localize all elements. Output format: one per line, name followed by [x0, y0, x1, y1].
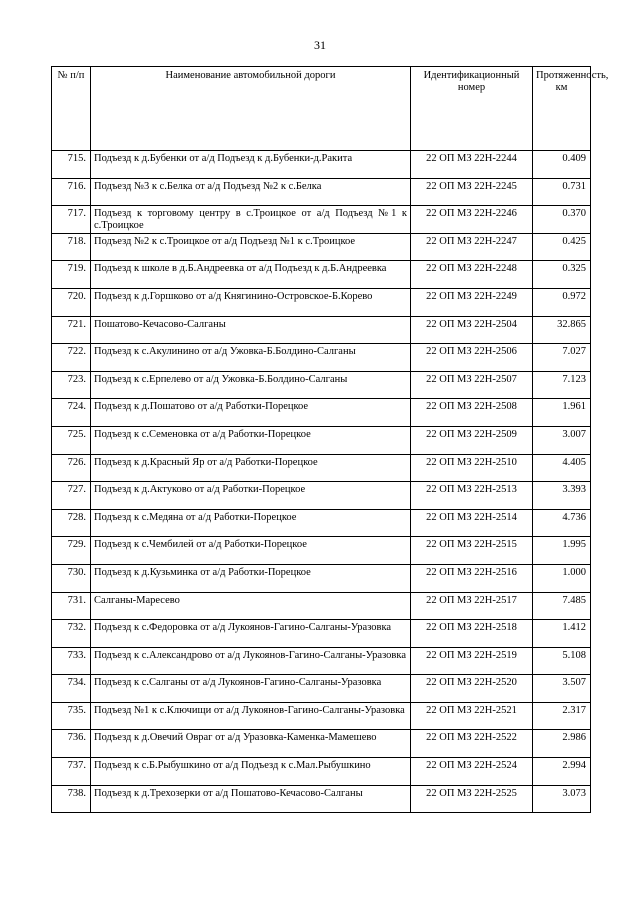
row-number: 728.: [52, 509, 91, 537]
table-row: [52, 482, 591, 510]
road-id: 22 ОП МЗ 22Н-2509: [411, 426, 533, 454]
row-number: 734.: [52, 675, 91, 703]
road-id: 22 ОП МЗ 22Н-2515: [411, 537, 533, 565]
road-id: 22 ОП МЗ 22Н-2517: [411, 592, 533, 620]
table-row: [52, 785, 591, 813]
road-id: 22 ОП МЗ 22Н-2245: [411, 178, 533, 206]
row-number: 730.: [52, 564, 91, 592]
row-number: 720.: [52, 288, 91, 316]
row-number: 738.: [52, 785, 91, 813]
road-length: 7.485: [533, 592, 591, 620]
row-number: 731.: [52, 592, 91, 620]
row-number: 727.: [52, 482, 91, 510]
road-length: 0.731: [533, 178, 591, 206]
table-row: [52, 758, 591, 786]
road-name: Подъезд к с.Федоровка от а/д Лукоянов-Гагино-Салганы-Уразовка: [91, 620, 411, 648]
road-id: 22 ОП МЗ 22Н-2508: [411, 399, 533, 427]
road-length: 1.000: [533, 564, 591, 592]
header-num: № п/п: [52, 67, 91, 151]
road-name: Подъезд к с.Б.Рыбушкино от а/д Подъезд к с.Мал.Рыбушкино: [91, 758, 411, 786]
road-length: 0.409: [533, 151, 591, 179]
road-length: 4.405: [533, 454, 591, 482]
road-id: 22 ОП МЗ 22Н-2510: [411, 454, 533, 482]
table-row: [52, 426, 591, 454]
table-row: [52, 371, 591, 399]
road-name: Подъезд к д.Трехозерки от а/д Пошатово-Кечасово-Салганы: [91, 785, 411, 813]
table-row: [52, 620, 591, 648]
row-number: 716.: [52, 178, 91, 206]
row-number: 719.: [52, 261, 91, 289]
road-length: 1.412: [533, 620, 591, 648]
road-length: 2.317: [533, 702, 591, 730]
road-name: Подъезд к с.Чембилей от а/д Работки-Порецкое: [91, 537, 411, 565]
row-number: 729.: [52, 537, 91, 565]
table-row: [52, 233, 591, 261]
road-name: Подъезд к торговому центру в с.Троицкое от а/д Подъезд №1 к с.Троицкое: [91, 206, 411, 234]
road-length: 3.007: [533, 426, 591, 454]
table-row: [52, 537, 591, 565]
road-length: 3.507: [533, 675, 591, 703]
road-length: 3.073: [533, 785, 591, 813]
table-row: [52, 151, 591, 179]
table-header-row: [52, 67, 591, 151]
row-number: 735.: [52, 702, 91, 730]
road-id: 22 ОП МЗ 22Н-2519: [411, 647, 533, 675]
road-length: 3.393: [533, 482, 591, 510]
road-length: 5.108: [533, 647, 591, 675]
row-number: 736.: [52, 730, 91, 758]
road-length: 1.961: [533, 399, 591, 427]
road-id: 22 ОП МЗ 22Н-2516: [411, 564, 533, 592]
road-id: 22 ОП МЗ 22Н-2504: [411, 316, 533, 344]
road-name: Пошатово-Кечасово-Салганы: [91, 316, 411, 344]
table-row: [52, 675, 591, 703]
road-id: 22 ОП МЗ 22Н-2525: [411, 785, 533, 813]
row-number: 715.: [52, 151, 91, 179]
table-row: [52, 206, 591, 234]
row-number: 718.: [52, 233, 91, 261]
road-name: Подъезд к д.Горшково от а/д Княгинино-Островское-Б.Корево: [91, 288, 411, 316]
table-row: [52, 509, 591, 537]
road-name: Подъезд к с.Семеновка от а/д Работки-Порецкое: [91, 426, 411, 454]
table-row: [52, 564, 591, 592]
road-length: 0.325: [533, 261, 591, 289]
road-name: Подъезд к с.Медяна от а/д Работки-Порецкое: [91, 509, 411, 537]
road-length: 2.994: [533, 758, 591, 786]
road-name: Подъезд №1 к с.Ключищи от а/д Лукоянов-Гагино-Салганы-Уразовка: [91, 702, 411, 730]
road-length: 0.425: [533, 233, 591, 261]
road-id: 22 ОП МЗ 22Н-2524: [411, 758, 533, 786]
road-length: 7.027: [533, 344, 591, 372]
table-row: [52, 592, 591, 620]
road-name: Подъезд к с.Ерпелево от а/д Ужовка-Б.Болдино-Салганы: [91, 371, 411, 399]
road-id: 22 ОП МЗ 22Н-2520: [411, 675, 533, 703]
road-id: 22 ОП МЗ 22Н-2507: [411, 371, 533, 399]
road-name: Подъезд к д.Бубенки от а/д Подъезд к д.Бубенки-д.Ракита: [91, 151, 411, 179]
road-length: 0.972: [533, 288, 591, 316]
road-id: 22 ОП МЗ 22Н-2247: [411, 233, 533, 261]
road-name: Подъезд к д.Красный Яр от а/д Работки-Порецкое: [91, 454, 411, 482]
road-id: 22 ОП МЗ 22Н-2522: [411, 730, 533, 758]
table-row: [52, 647, 591, 675]
road-length: 0.370: [533, 206, 591, 234]
row-number: 726.: [52, 454, 91, 482]
table-row: [52, 702, 591, 730]
road-id: 22 ОП МЗ 22Н-2518: [411, 620, 533, 648]
table-row: [52, 178, 591, 206]
road-id: 22 ОП МЗ 22Н-2244: [411, 151, 533, 179]
road-length: 4.736: [533, 509, 591, 537]
road-name: Подъезд к с.Салганы от а/д Лукоянов-Гагино-Салганы-Уразовка: [91, 675, 411, 703]
table-row: [52, 288, 591, 316]
road-id: 22 ОП МЗ 22Н-2506: [411, 344, 533, 372]
road-name: Салганы-Маресево: [91, 592, 411, 620]
road-id: 22 ОП МЗ 22Н-2248: [411, 261, 533, 289]
row-number: 733.: [52, 647, 91, 675]
table-row: [52, 344, 591, 372]
road-name: Подъезд к д.Овечий Овраг от а/д Уразовка-Каменка-Мамешево: [91, 730, 411, 758]
road-name: Подъезд к с.Александрово от а/д Лукоянов-Гагино-Салганы-Уразовка: [91, 647, 411, 675]
road-id: 22 ОП МЗ 22Н-2521: [411, 702, 533, 730]
road-name: Подъезд №2 к с.Троицкое от а/д Подъезд №1 к с.Троицкое: [91, 233, 411, 261]
road-id: 22 ОП МЗ 22Н-2249: [411, 288, 533, 316]
road-name: Подъезд к д.Актуково от а/д Работки-Порецкое: [91, 482, 411, 510]
road-name: Подъезд к школе в д.Б.Андреевка от а/д Подъезд к д.Б.Андреевка: [91, 261, 411, 289]
roads-table: [51, 66, 609, 813]
row-number: 724.: [52, 399, 91, 427]
road-length: 32.865: [533, 316, 591, 344]
row-number: 722.: [52, 344, 91, 372]
table-body: [52, 151, 591, 813]
road-length: 1.995: [533, 537, 591, 565]
row-number: 717.: [52, 206, 91, 234]
road-id: 22 ОП МЗ 22Н-2514: [411, 509, 533, 537]
road-name: Подъезд №3 к с.Белка от а/д Подъезд №2 к с.Белка: [91, 178, 411, 206]
table-row: [52, 399, 591, 427]
header-name: Наименование автомобильной дороги: [91, 67, 411, 151]
table-row: [52, 454, 591, 482]
page-number: 31: [314, 38, 326, 52]
header-id: Идентификационный номер: [411, 67, 533, 151]
header-length: Протяженность, км: [533, 67, 591, 151]
table-row: [52, 261, 591, 289]
row-number: 732.: [52, 620, 91, 648]
road-id: 22 ОП МЗ 22Н-2513: [411, 482, 533, 510]
row-number: 737.: [52, 758, 91, 786]
table-row: [52, 316, 591, 344]
road-length: 7.123: [533, 371, 591, 399]
road-id: 22 ОП МЗ 22Н-2246: [411, 206, 533, 234]
road-name: Подъезд к д.Пошатово от а/д Работки-Порецкое: [91, 399, 411, 427]
road-name: Подъезд к д.Кузьминка от а/д Работки-Порецкое: [91, 564, 411, 592]
row-number: 725.: [52, 426, 91, 454]
row-number: 721.: [52, 316, 91, 344]
row-number: 723.: [52, 371, 91, 399]
table-row: [52, 730, 591, 758]
road-name: Подъезд к с.Акулинино от а/д Ужовка-Б.Болдино-Салганы: [91, 344, 411, 372]
road-length: 2.986: [533, 730, 591, 758]
